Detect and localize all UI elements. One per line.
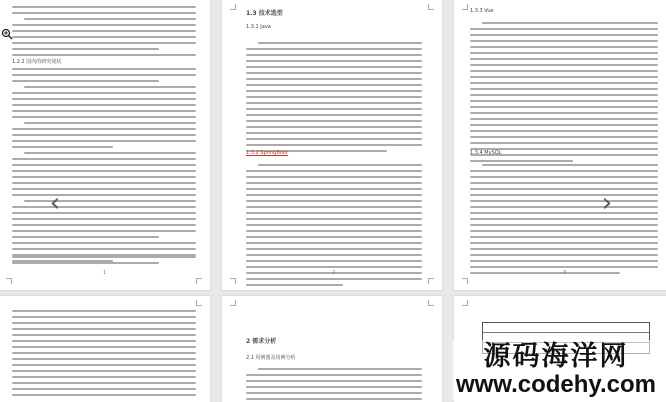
subsection-heading: 2.1 用例图及用例分析: [246, 355, 296, 361]
next-page-button[interactable]: [596, 190, 618, 216]
page-number: 2: [332, 270, 336, 276]
subsection-heading: 1.3.3 Vue: [470, 8, 494, 14]
text-block: [12, 6, 196, 60]
text-block: [12, 310, 196, 400]
chevron-right-icon: ›: [601, 188, 613, 218]
text-block: [12, 68, 196, 266]
text-block: [246, 42, 422, 156]
page-number: 3: [563, 270, 567, 276]
section-heading: 1.2.2 国内的研究现状: [12, 59, 62, 65]
text-block: [12, 256, 196, 268]
document-page: [0, 0, 210, 290]
previous-page-button[interactable]: [44, 190, 66, 216]
document-page: [222, 0, 442, 290]
watermark-url: www.codehy.com: [455, 371, 656, 398]
subsection-heading: 1.3.2 SpringBoot: [246, 150, 288, 156]
section-heading: 2 需求分析: [246, 338, 277, 345]
text-block: [470, 22, 658, 166]
chevron-left-icon: ‹: [49, 188, 61, 218]
section-heading: 1.3 技术选型: [246, 10, 283, 17]
watermark-title: 源码海洋网: [483, 341, 629, 372]
document-page: [222, 296, 442, 402]
document-page: [0, 296, 210, 402]
subsection-heading: 1.3.4 MySQL: [470, 150, 502, 156]
document-page: [454, 0, 666, 290]
text-block: [470, 164, 658, 278]
text-block: [246, 368, 422, 402]
page-number: 1: [103, 270, 107, 276]
watermark: [452, 340, 660, 400]
zoom-in-icon[interactable]: [1, 28, 13, 40]
subsection-heading: 1.3.1 Java: [246, 24, 271, 30]
